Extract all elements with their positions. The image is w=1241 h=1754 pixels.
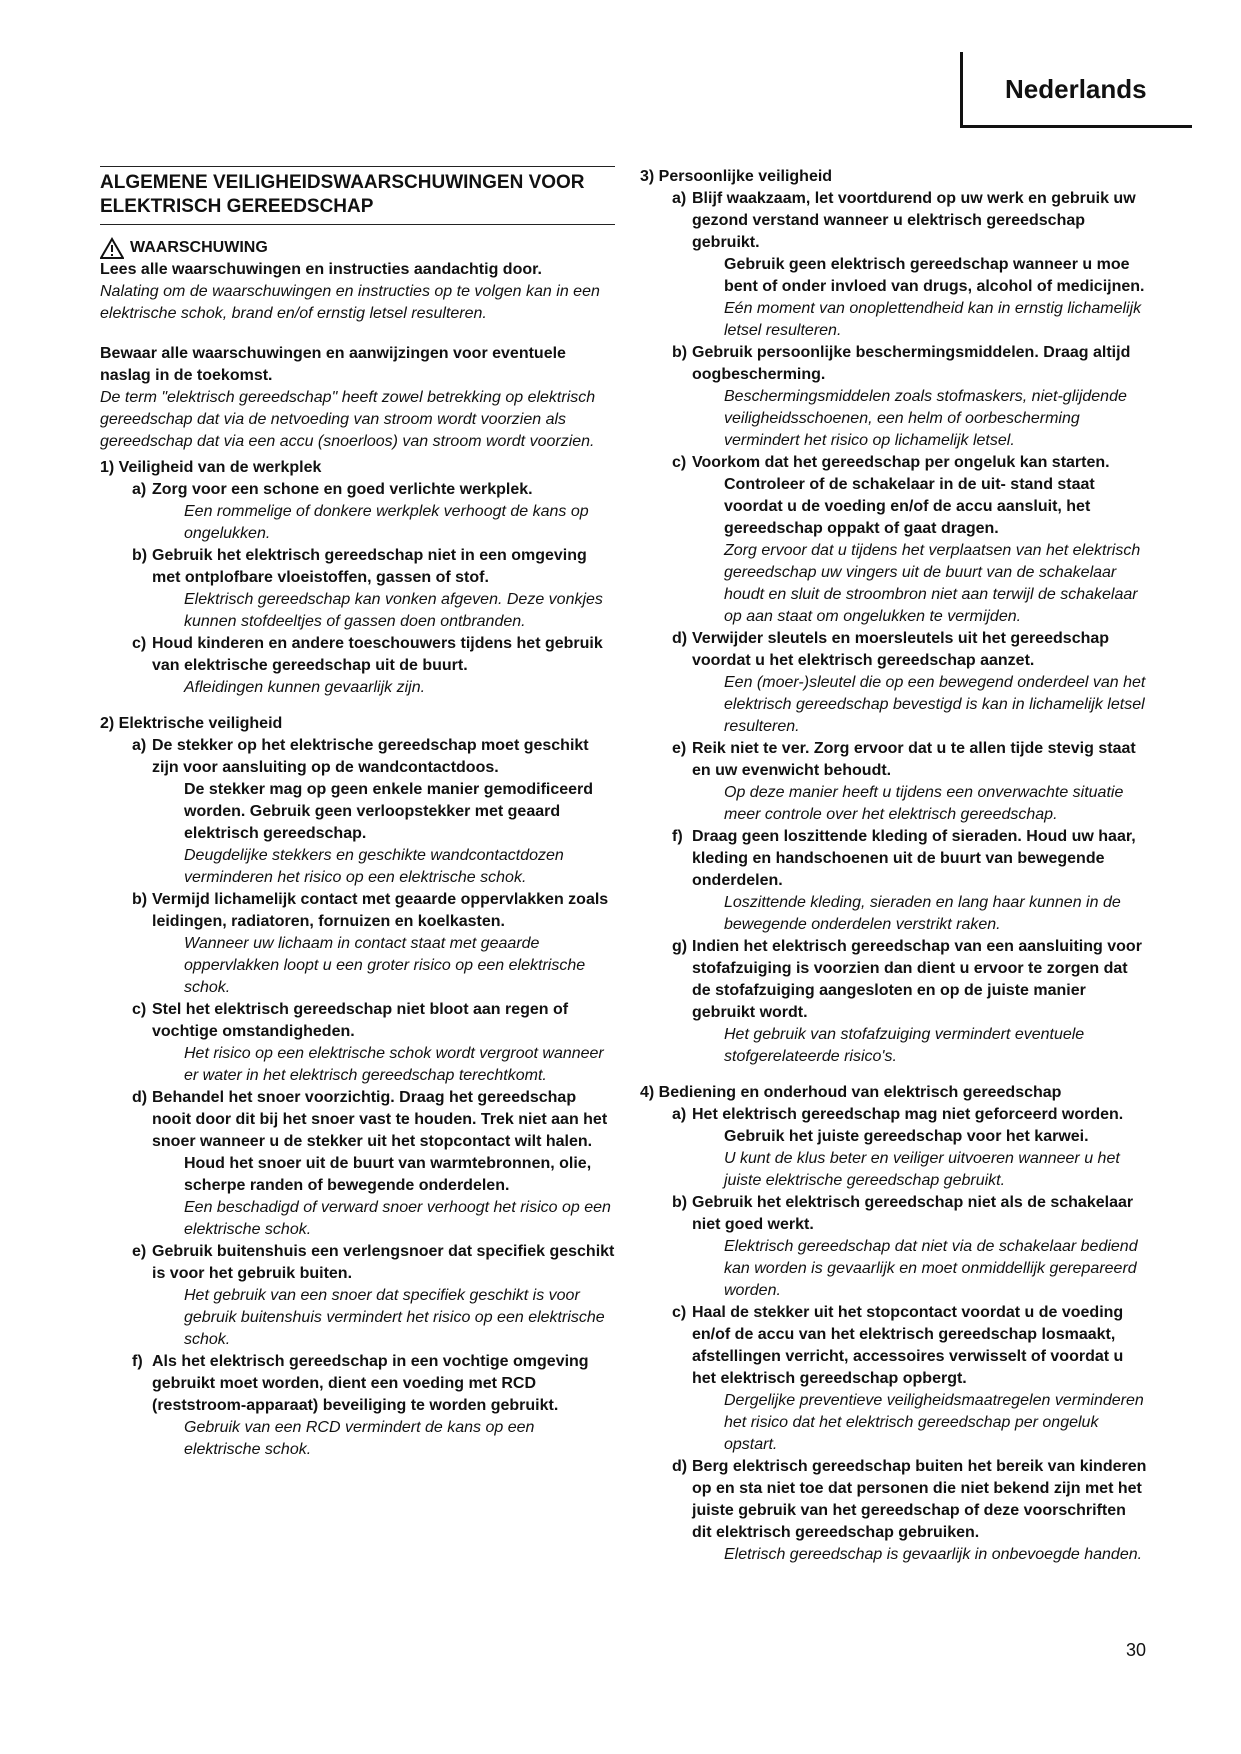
right-column [640,166,1148,1566]
section-4-title: 4) Bediening en onderhoud van elektrisch gereedschap [640,1084,1062,1101]
section-3-title: 3) Persoonlijke veiligheid [640,168,833,185]
warning-bold: Lees alle waarschuwingen en instructies aandachtig door. [100,261,542,278]
keep-instructions: Bewaar alle waarschuwingen en aanwijzingen voor eventuele naslag in de toekomst. [100,345,566,384]
s3-item-c: c) Voorkom dat het gereedschap per ongeluk kan starten. Controleer of de schakelaar in de uit- stand staat voordat u de voeding en/of de accu aansluit, het gereedschap oppakt of gaat dragen. Zorg ervoor dat u tijdens het verplaatsen van het elektrisch gereedschap uw vingers uit de buurt van de schakelaar houdt en sluit de stroombron niet aan terwijl de schakelaar op aan staat om ongelukken te vermijden. [672,454,1141,625]
language-label: Nederlands [1005,74,1147,104]
s1-item-c: c) Houd kinderen en andere toeschouwers tijdens het gebruik van elektrische gereedschap uit de buurt. Afleidingen kunnen gevaarlijk zijn. [132,635,603,696]
s2-item-c: c) Stel het elektrisch gereedschap niet bloot aan regen of vochtige omstandigheden. Het risico op een elektrische schok wordt vergroot wanneer er water in het elektrisch gereedschap terechtkomt. [132,1001,604,1084]
s3-item-b: b) Gebruik persoonlijke beschermingsmiddelen. Draag altijd oogbescherming. Beschermingsmiddelen zoals stofmaskers, niet-glijdende veiligheidsschoenen, een helm of oorbescherming vermindert het risico op lichamelijk letsel. [672,344,1131,449]
s2-item-f: f) Als het elektrisch gereedschap in een vochtige omgeving gebruikt moet worden, dient een voeding met RCD (reststroom-apparaat) beveiliging te worden gebruikt. Gebruik van een RCD vermindert de kans op een elektrische schok. [132,1353,589,1458]
section-1-title: 1) Veiligheid van de werkplek [100,459,322,476]
page-number: 30 [1126,1640,1147,1660]
s3-item-g: g) Indien het elektrisch gereedschap van een aansluiting voor stofafzuiging is voorzien dan dient u ervoor te zorgen dat de stofafzuiging aangesloten en op de juiste manier gebruikt wordt. Het gebruik van stofafzuiging vermindert eventuele stofgerelateerde risico's. [672,938,1142,1065]
s3-item-d: d) Verwijder sleutels en moersleutels uit het gereedschap voordat u het elektrisch gereedschap aanzet. Een (moer-)sleutel die op een bewegend onderdeel van het elektrisch gereedschap bevestigd is kan in lichamelijk letsel resulteren. [672,630,1146,735]
section-2-title: 2) Elektrische veiligheid [100,715,283,732]
warning-heading [100,237,615,259]
header-underline [960,125,1192,128]
warning-label: WAARSCHUWING [130,239,268,256]
page-title: ALGEMENE VEILIGHEIDSWAARSCHUWINGEN VOOR ELEKTRISCH GEREEDSCHAP [100,172,585,217]
s4-item-c: c) Haal de stekker uit het stopcontact voordat u de voeding en/of de accu van het elektrisch gereedschap losmaakt, afstellingen verricht, accessoires verwisselt of voordat u het elektrisch gereedschap opbergt. Dergelijke preventieve veiligheidsmaatregelen verminderen het risico dat het elektrisch gereedschap per ongeluk opstart. [672,1304,1144,1453]
section-title-block [100,166,615,225]
term-definition: De term "elektrisch gereedschap" heeft zowel betrekking op elektrisch gereedschap dat via de netvoeding van stroom wordt voorzien als gereedschap dat via een accu (snoerloos) van stroom wordt voorzien. [100,389,596,450]
s3-item-a: a) Blijf waakzaam, let voortdurend op uw werk en gebruik uw gezond verstand wanneer u elektrisch gereedschap gebruikt. Gebruik geen elektrisch gereedschap wanneer u moe bent of onder invloed van drugs, alcohol of medicijnen. Eén moment van onoplettendheid kan in ernstig lichamelijk letsel resulteren. [672,190,1145,339]
s2-item-b: b) Vermijd lichamelijk contact met geaarde oppervlakken zoals leidingen, radiatoren, fornuizen en koelkasten. Wanneer uw lichaam in contact staat met geaarde oppervlakken loopt u een groter risico op een elektrische schok. [132,891,609,996]
s4-item-b: b) Gebruik het elektrisch gereedschap niet als de schakelaar niet goed werkt. Elektrisch gereedschap dat niet via de schakelaar bediend kan worden is gevaarlijk en moet onmiddellijk gerepareerd worden. [672,1194,1138,1299]
s1-item-a: a) Zorg voor een schone en goed verlichte werkplek. Een rommelige of donkere werkplek verhoogt de kans op ongelukken. [132,481,589,542]
left-column [100,166,615,1461]
warning-italic: Nalating om de waarschuwingen en instructies op te volgen kan in een elektrische schok, brand en/of ernstig letsel resulteren. [100,283,600,322]
s2-item-d: d) Behandel het snoer voorzichtig. Draag het gereedschap nooit door dit bij het snoer vast te houden. Trek niet aan het snoer wanneer u de stekker uit het stopcontact wilt halen. Houd het snoer uit de buurt van warmtebronnen, olie, scherpe randen of bewegende onderdelen. Een beschadigd of verward snoer verhoogt het risico op een elektrische schok. [132,1089,611,1238]
s3-item-f: f) Draag geen loszittende kleding of sieraden. Houd uw haar, kleding en handschoenen uit de buurt van bewegende onderdelen. Loszittende kleding, sieraden en lang haar kunnen in de bewegende onderdelen verstrikt raken. [672,828,1136,933]
s2-item-a: a) De stekker op het elektrische gereedschap moet geschikt zijn voor aansluiting op de wandcontactdoos. De stekker mag op geen enkele manier gemodificeerd worden. Gebruik geen verloopstekker met geaard elektrisch gereedschap. Deugdelijke stekkers en geschikte wandcontactdozen verminderen het risico op een elektrische schok. [132,737,594,886]
s4-item-a: a) Het elektrisch gereedschap mag niet geforceerd worden. Gebruik het juiste gereedschap voor het karwei. U kunt de klus beter en veiliger uitvoeren wanneer u het juiste elektrische gereedschap gebruikt. [672,1106,1124,1189]
s2-item-e: e) Gebruik buitenshuis een verlengsnoer dat specifiek geschikt is voor het gebruik buiten. Het gebruik van een snoer dat specifiek geschikt is voor gebruik buitenshuis vermindert het risico op een elektrische schok. [132,1243,615,1348]
warning-icon [100,237,124,259]
s1-item-b: b) Gebruik het elektrisch gereedschap niet in een omgeving met ontplofbare vloeistoffen, gassen of stof. Elektrisch gereedschap kan vonken afgeven. Deze vonkjes kunnen stofdeeltjes of gassen doen ontbranden. [132,547,603,630]
header-rule [960,52,963,128]
s3-item-e: e) Reik niet te ver. Zorg ervoor dat u te allen tijde stevig staat en uw evenwicht behoudt. Op deze manier heeft u tijdens een onverwachte situatie meer controle over het elektrisch gereedschap. [672,740,1136,823]
s4-item-d: d) Berg elektrisch gereedschap buiten het bereik van kinderen op en sta niet toe dat personen die niet bekend zijn met het juiste gebruik van het gereedschap of deze voorschriften dit elektrisch gereedschap gebruiken. Eletrisch gereedschap is gevaarlijk in onbevoegde handen. [672,1458,1147,1563]
